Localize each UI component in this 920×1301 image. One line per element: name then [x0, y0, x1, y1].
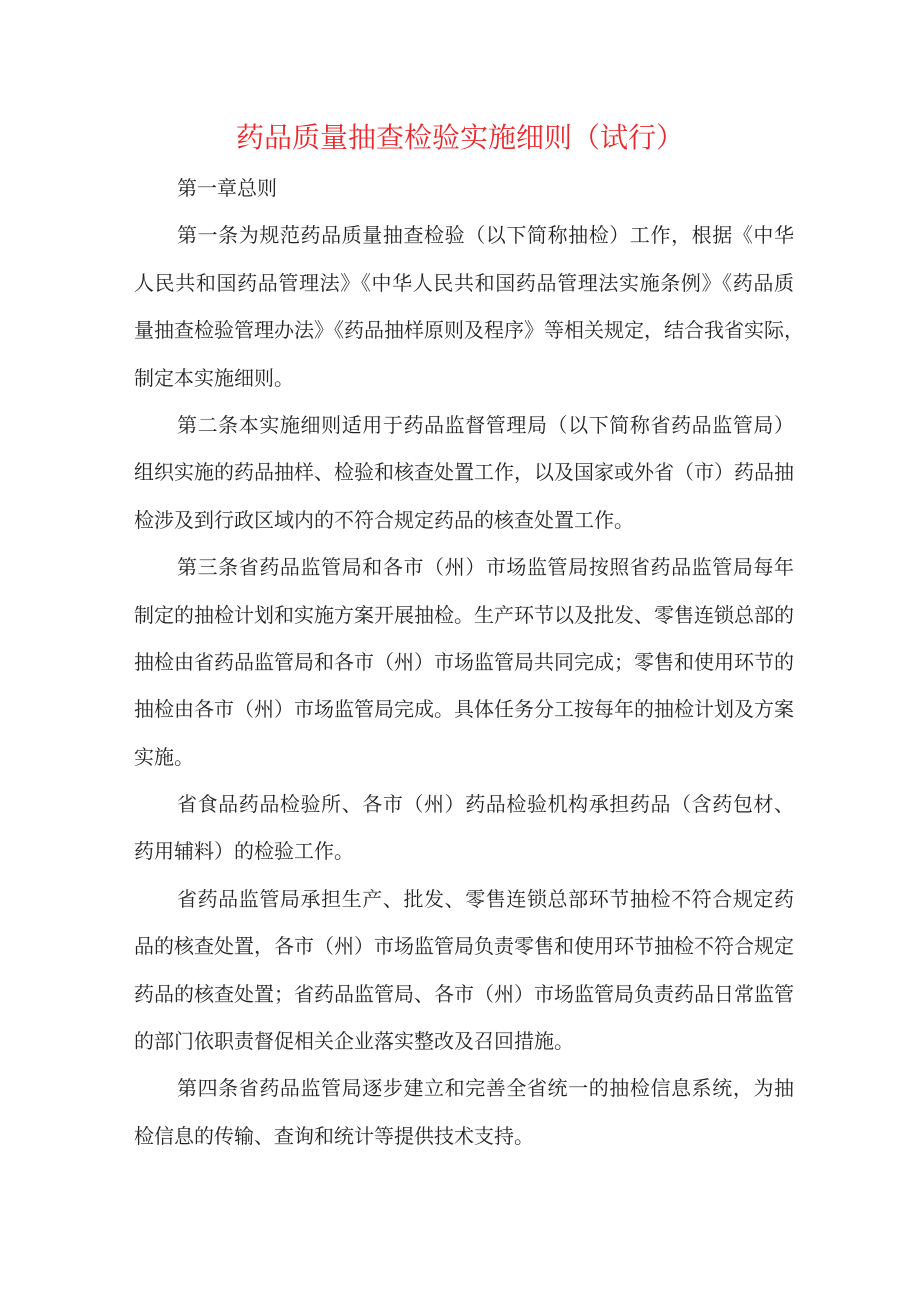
paragraph-line: 组织实施的药品抽样、检验和核查处置工作，以及国家或外省（市）药品抽 — [134, 460, 794, 485]
paragraph-line: 省食品药品检验所、各市（州）药品检验机构承担药品（含药包材、 — [177, 792, 794, 817]
paragraph-article-2 — [134, 402, 794, 544]
paragraph-line: 检信息的传输、查询和统计等提供技术支持。 — [134, 1123, 534, 1148]
paragraph-line: 药用辅料）的检验工作。 — [134, 839, 354, 864]
paragraph-line: 量抽查检验管理办法》《药品抽样原则及程序》等相关规定，结合我省实际， — [134, 318, 804, 343]
paragraph-line: 实施。 — [134, 744, 194, 769]
paragraph-line: 药品的核查处置；省药品监管局、各市（州）市场监管局负责药品日常监管 — [134, 981, 794, 1006]
paragraph-disposal-duties — [134, 876, 794, 1066]
paragraph-line: 制定本实施细则。 — [134, 365, 294, 390]
paragraph-line: 第三条省药品监管局和各市（州）市场监管局按照省药品监管局每年 — [177, 555, 794, 580]
paragraph-line: 的部门依职责督促相关企业落实整改及召回措施。 — [134, 1029, 574, 1054]
paragraph-article-3 — [134, 544, 794, 781]
paragraph-article-1 — [134, 212, 804, 402]
paragraph-line: 品的核查处置，各市（州）市场监管局负责零售和使用环节抽检不符合规定 — [134, 934, 794, 959]
paragraph-line: 人民共和国药品管理法》《中华人民共和国药品管理法实施条例》《药品质 — [134, 270, 794, 295]
paragraph-line: 第一条为规范药品质量抽查检验（以下简称抽检）工作，根据《中华 — [177, 223, 794, 248]
document-title: 药品质量抽查检验实施细则（试行） — [235, 121, 684, 154]
paragraph-line: 省药品监管局承担生产、批发、零售连锁总部环节抽检不符合规定药 — [177, 886, 794, 911]
chapter-heading: 第一章总则 — [177, 176, 277, 200]
paragraph-inspection-institutes — [134, 781, 794, 876]
paragraph-line: 抽检由各市（州）市场监管局完成。具体任务分工按每年的抽检计划及方案 — [134, 697, 794, 722]
paragraph-line: 制定的抽检计划和实施方案开展抽检。生产环节以及批发、零售连锁总部的 — [134, 602, 794, 627]
paragraph-line: 抽检由省药品监管局和各市（州）市场监管局共同完成；零售和使用环节的 — [134, 649, 794, 674]
paragraph-article-4 — [134, 1065, 794, 1160]
document-body — [134, 165, 804, 1160]
paragraph-line: 第二条本实施细则适用于药品监督管理局（以下简称省药品监管局） — [177, 412, 794, 437]
paragraph-line: 第四条省药品监管局逐步建立和完善全省统一的抽检信息系统，为抽 — [177, 1076, 794, 1101]
paragraph-line: 检涉及到行政区域内的不符合规定药品的核查处置工作。 — [134, 507, 634, 532]
